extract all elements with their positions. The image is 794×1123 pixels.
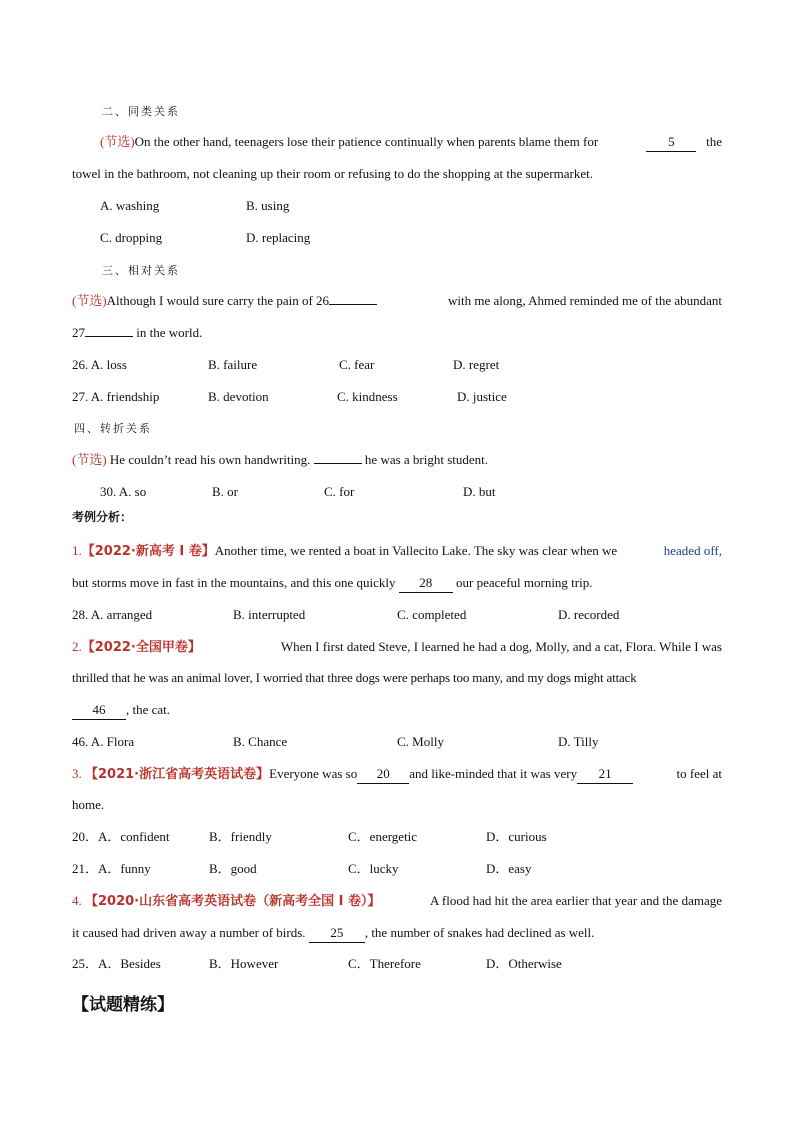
text: he was a bright student.	[364, 452, 489, 467]
paragraph-line	[72, 765, 722, 784]
option: 30. A. so	[100, 484, 147, 499]
paragraph-line: towel in the bathroom, not cleaning up their room or refusing to do the shopping at the supermarket.	[72, 166, 593, 181]
paragraph-line: thrilled that he was an animal lover, I worried that three dogs were perhaps too many, and my dogs might attack	[72, 670, 637, 685]
text: He couldn’t read his own handwriting.	[109, 452, 311, 467]
option: 26. A. loss	[72, 357, 127, 372]
option: 28. A. arranged	[72, 607, 153, 622]
option: C. dropping	[100, 230, 163, 245]
text: A flood had hit the area earlier that year and the damage	[429, 893, 722, 908]
option: B. failure	[208, 357, 258, 372]
source-label: 【2022·全国甲卷】	[81, 640, 201, 655]
blank: 5	[646, 133, 696, 152]
option: C．Therefore	[348, 956, 421, 971]
text: Everyone was so	[269, 766, 358, 781]
blank	[329, 304, 377, 305]
option: C. Molly	[397, 734, 444, 749]
text: On the other hand, teenagers lose their patience continually when parents blame them for	[134, 134, 599, 149]
option: 21．A．funny	[72, 861, 151, 876]
option: 20．A．confident	[72, 829, 170, 844]
option: B. or	[212, 484, 238, 499]
blank: 21	[577, 765, 633, 784]
paragraph-line	[72, 574, 722, 593]
option: C. completed	[397, 607, 467, 622]
blank: 28	[399, 574, 453, 593]
option: B. Chance	[233, 734, 288, 749]
blank	[85, 336, 133, 337]
text: to feel at	[676, 766, 722, 781]
option: D. recorded	[558, 607, 620, 622]
text: When I first dated Steve, I learned he had a dog, Molly, and a cat, Flora. While I was	[280, 639, 722, 654]
option: C．energetic	[348, 829, 418, 844]
text: but storms move in fast in the mountains, and this one quickly	[72, 575, 396, 590]
question-number: 1.	[72, 543, 82, 558]
option: C. fear	[339, 357, 375, 372]
text: 27	[72, 325, 85, 340]
option: B. using	[246, 198, 290, 213]
option: D. justice	[457, 389, 507, 404]
practice-section-title: 【试题精练】	[72, 995, 174, 1015]
paragraph-line	[72, 892, 722, 911]
excerpt-tag: (节选)	[100, 134, 135, 149]
option: A. washing	[100, 198, 160, 213]
text: , the number of snakes had declined as well.	[364, 925, 595, 940]
option: B．friendly	[209, 829, 272, 844]
section-heading: 四、转折关系	[74, 422, 152, 435]
option: B. interrupted	[233, 607, 306, 622]
option: C. kindness	[337, 389, 398, 404]
text: and like-minded that it was very	[409, 766, 578, 781]
option: D. but	[463, 484, 496, 499]
text: our peaceful morning trip.	[456, 575, 593, 590]
text: it caused had driven away a number of birds.	[72, 925, 306, 940]
option: C. for	[324, 484, 355, 499]
text: the	[706, 134, 722, 149]
option: C．lucky	[348, 861, 399, 876]
question-number: 2.	[72, 639, 82, 654]
excerpt-tag: (节选)	[72, 293, 107, 308]
paragraph-line	[72, 701, 722, 720]
option: D. regret	[453, 357, 500, 372]
option: B．good	[209, 861, 257, 876]
option: D．easy	[486, 861, 532, 876]
paragraph-line	[72, 292, 722, 310]
option: B．However	[209, 956, 279, 971]
text: in the world.	[136, 325, 203, 340]
text: , the cat.	[126, 702, 171, 717]
blank: 25	[309, 924, 365, 943]
option: D. Tilly	[558, 734, 599, 749]
option: D．Otherwise	[486, 956, 562, 971]
paragraph-line	[72, 324, 722, 342]
text: with me along, Ahmed reminded me of the abundant	[447, 293, 722, 308]
text: Although I would sure carry the pain of 26	[106, 293, 330, 308]
option: B. devotion	[208, 389, 269, 404]
section-heading: 二、同类关系	[102, 105, 180, 118]
option: 25．A．Besides	[72, 956, 161, 971]
paragraph-line	[72, 924, 722, 943]
blank: 46	[72, 701, 126, 720]
section-heading: 三、相对关系	[102, 264, 180, 277]
source-label: 【2021·浙江省高考英语试卷】	[85, 767, 270, 782]
blank	[314, 463, 362, 464]
source-label: 【2022·新高考 I 卷】	[81, 544, 215, 559]
paragraph-line	[72, 451, 722, 469]
paragraph-line	[72, 542, 722, 561]
text: Another time, we rented a boat in Vallecito Lake. The sky was clear when we	[214, 543, 618, 558]
paragraph-line: home.	[72, 797, 105, 812]
highlighted-phrase: headed off,	[663, 543, 722, 558]
blank: 20	[357, 765, 409, 784]
option: 27. A. friendship	[72, 389, 160, 404]
paragraph-line	[72, 638, 722, 657]
question-number: 4.	[72, 893, 82, 908]
option: D．curious	[486, 829, 547, 844]
examples-heading: 考例分析：	[72, 510, 133, 524]
option: D. replacing	[246, 230, 311, 245]
paragraph-line	[100, 133, 722, 152]
excerpt-tag: (节选)	[72, 452, 107, 467]
question-number: 3.	[72, 766, 82, 781]
source-label: 【2020·山东省高考英语试卷（新高考全国 I 卷）】	[85, 894, 381, 909]
option: 46. A. Flora	[72, 734, 135, 749]
